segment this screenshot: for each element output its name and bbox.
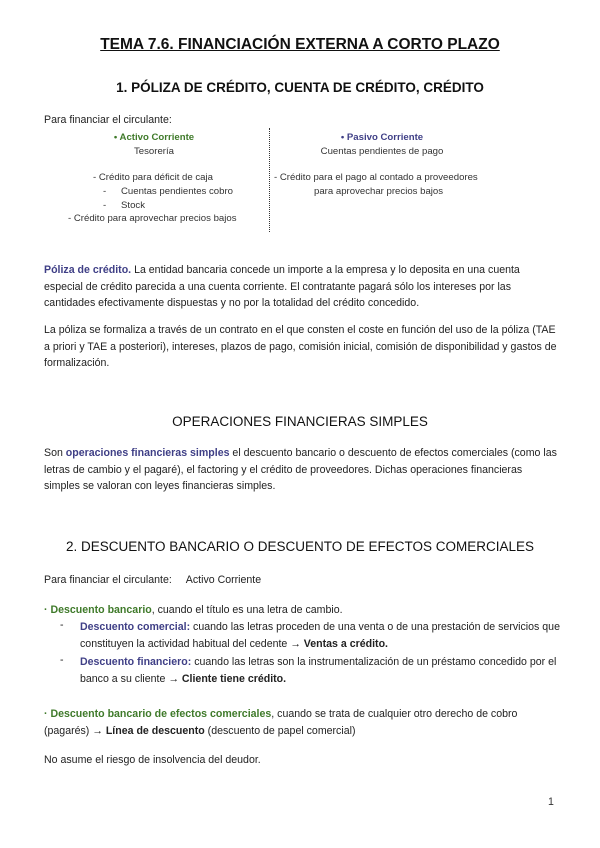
descuento-financiero-item: Descuento financiero: cuando las letras son la instrumentalización de un préstamo concedido por el banco a su cliente → Cliente tiene crédito.	[80, 656, 557, 685]
poliza-term: Póliza de crédito.	[44, 264, 132, 276]
right-column	[272, 131, 492, 158]
descuento-comercial-item: Descuento comercial: cuando las letras proceden de una venta o de una prestación de servicios que constituyen la actividad habitual del cedente → Ventas a crédito.	[80, 621, 560, 650]
page-title: TEMA 7.6. FINANCIACIÓN EXTERNA A CORTO PLAZO	[100, 36, 500, 53]
section1-heading: 1. PÓLIZA DE CRÉDITO, CUENTA DE CRÉDITO, CRÉDITO	[116, 80, 484, 95]
right-line-2: para aprovechar precios bajos	[314, 186, 444, 197]
descuento-financiero-term: Descuento financiero:	[80, 656, 192, 668]
ops-heading: OPERACIONES FINANCIERAS SIMPLES	[172, 414, 428, 429]
descuento-efectos-paragraph: · Descuento bancario de efectos comerciales, cuando se trata de cualquier otro derecho de cobro (pagarés) → Línea de descuento (descuento de papel comercial)	[44, 708, 518, 737]
descuento-bancario-term: · Descuento bancario	[44, 604, 152, 616]
left-line-3: - Stock	[103, 200, 145, 211]
cuentas-pendientes-pago-label: Cuentas pendientes de pago	[320, 145, 444, 157]
pasivo-corriente-label: • Pasivo Corriente	[340, 132, 424, 143]
right-line-1: - Crédito para el pago al contado a proveedores	[274, 172, 478, 183]
section1-intro: Para financiar el circulante:	[44, 114, 172, 126]
page-number: 1	[548, 796, 554, 808]
poliza-paragraph: Póliza de crédito. La entidad bancaria concede un importe a la empresa y lo deposita en una cuenta especial de crédito parecida a una cuenta corriente. El contratante pagará sólo los intereses por las cantidades efectivamente dispuestas y no por la totalidad del crédito concedido.	[44, 264, 520, 309]
column-divider	[269, 128, 270, 232]
section2-intro: Para financiar el circulante: Activo Corriente	[44, 574, 262, 586]
ops-paragraph: Son operaciones financieras simples el descuento bancario o descuento de efectos comerciales (como las letras de cambio y el pagaré), el factoring y el crédito de proveedores. Dichas operaciones financieras simples se valoran con leyes financieras simples.	[44, 447, 557, 492]
dash-2: -	[60, 654, 64, 666]
left-line-4: - Crédito para aprovechar precios bajos	[68, 213, 237, 224]
descuento-efectos-term: · Descuento bancario de efectos comerciales	[44, 708, 272, 720]
section2-heading: 2. DESCUENTO BANCARIO O DESCUENTO DE EFECTOS COMERCIALES	[65, 539, 535, 554]
descuento-comercial-term: Descuento comercial:	[80, 621, 191, 633]
left-line-1: - Crédito para déficit de caja	[93, 172, 213, 183]
ops-term: operaciones financieras simples	[65, 447, 230, 459]
tesoreria-label: Tesorería	[134, 145, 174, 157]
descuento-bancario-line: · Descuento bancario, cuando el título es una letra de cambio.	[44, 604, 343, 616]
left-column	[44, 131, 264, 158]
activo-corriente-label: • Activo Corriente	[113, 132, 195, 143]
left-line-2: - Cuentas pendientes cobro	[103, 186, 234, 197]
formaliza-paragraph: La póliza se formaliza a través de un contrato en el que consten el coste en función del uso de la póliza (TAE a priori y TAE a posteriori), intereses, plazos de pago, comisión inicial, comisión de disponibilidad y gastos de formalización.	[44, 324, 557, 369]
closing-line: No asume el riesgo de insolvencia del deudor.	[44, 754, 261, 766]
dash-1: -	[60, 619, 64, 631]
